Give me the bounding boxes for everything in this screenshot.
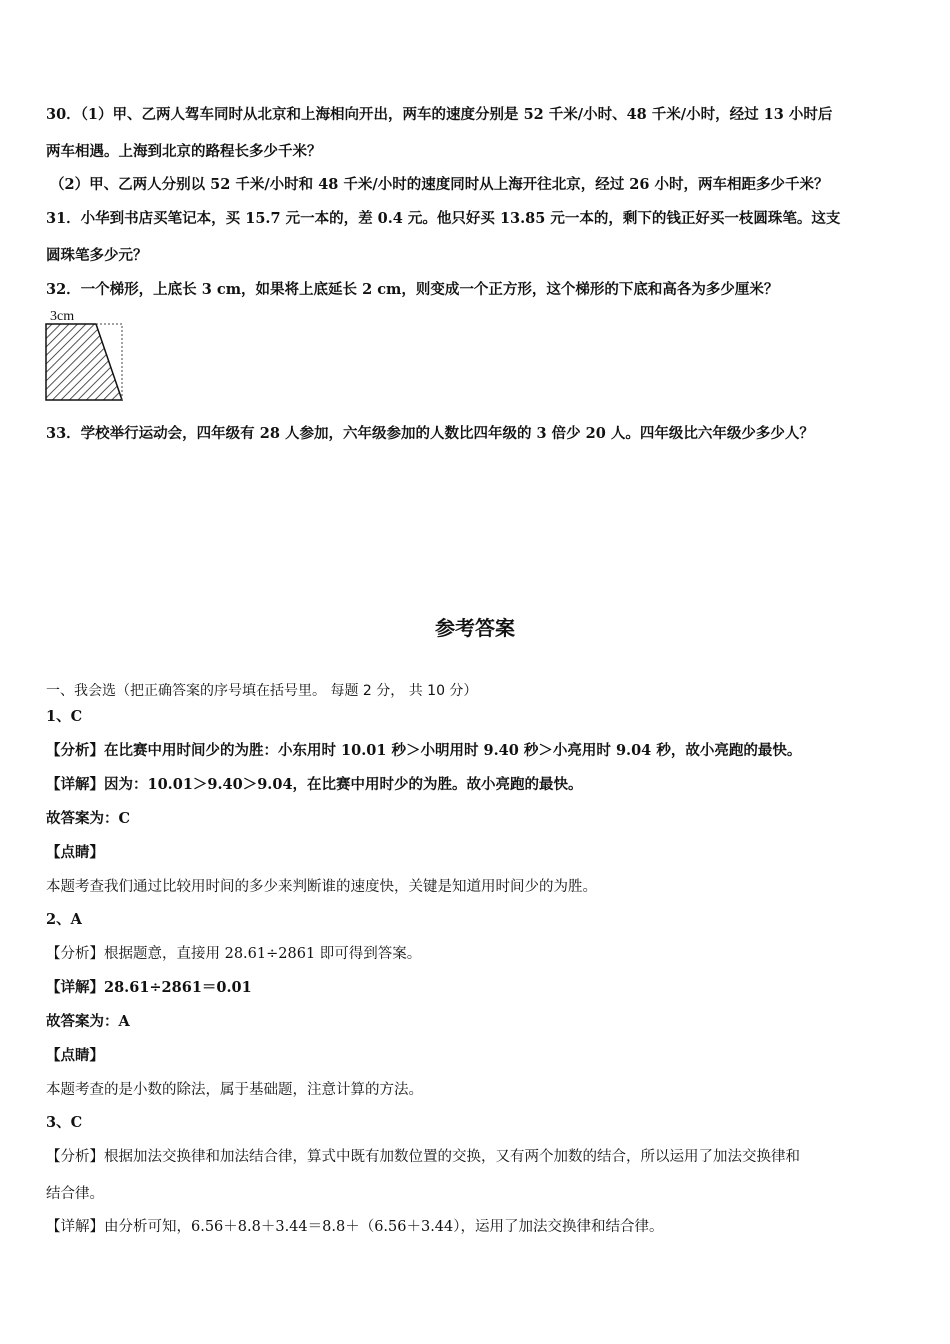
answer-3-head: 3、C — [46, 1114, 83, 1131]
question-32: 32．一个梯形，上底长 3 cm，如果将上底延长 2 cm，则变成一个正方形，这个梯形的下底和高各为多少厘米？ — [46, 281, 779, 298]
answer-1-comment-head: 【点睛】 — [46, 844, 104, 861]
question-30-line-1: 30．（1）甲、乙两人驾车同时从北京和上海相向开出，两车的速度分别是 52 千米/小时、48 千米/小时，经过 13 小时后 — [46, 106, 833, 123]
answer-1-result: 故答案为：C — [46, 810, 131, 827]
answer-1-head: 1、C — [46, 708, 83, 725]
section-1-heading: 一、我会选（把正确答案的序号填在括号里。 每题 2 分， 共 10 分） — [46, 683, 478, 699]
answer-1-analysis: 【分析】在比赛中用时间少的为胜：小东用时 10.01 秒＞小明用时 9.40 秒＞小亮用时 9.04 秒，故小亮跑的最快。 — [46, 742, 802, 759]
trapezoid-figure — [44, 306, 126, 402]
answer-2-detail: 【详解】28.61÷2861＝0.01 — [46, 979, 252, 996]
answer-2-result: 故答案为：A — [46, 1013, 130, 1030]
question-31-line-2: 圆珠笔多少元？ — [46, 247, 148, 264]
answers-title: 参考答案 — [435, 616, 515, 640]
answer-2-head: 2、A — [46, 911, 82, 928]
trapezoid-top-label: 3cm — [50, 309, 75, 324]
answer-3-analysis-line-2: 结合律。 — [46, 1186, 104, 1202]
answer-2-comment: 本题考查的是小数的除法，属于基础题，注意计算的方法。 — [46, 1082, 423, 1098]
question-30-line-2: 两车相遇。上海到北京的路程长多少千米？ — [46, 143, 322, 160]
answer-3-analysis-line-1: 【分析】根据加法交换律和加法结合律，算式中既有加数位置的交换，又有两个加数的结合，所以运用了加法交换律和 — [46, 1149, 800, 1165]
question-31-line-1: 31．小华到书店买笔记本，买 15.7 元一本的，差 0.4 元。他只好买 13.85 元一本的，剩下的钱正好买一枝圆珠笔。这支 — [46, 210, 841, 227]
answer-2-analysis: 【分析】根据题意，直接用 28.61÷2861 即可得到答案。 — [46, 946, 422, 962]
answer-1-detail: 【详解】因为：10.01＞9.40＞9.04，在比赛中用时少的为胜。故小亮跑的最快。 — [46, 776, 583, 793]
question-33: 33．学校举行运动会，四年级有 28 人参加，六年级参加的人数比四年级的 3 倍少 20 人。四年级比六年级少多少人？ — [46, 425, 814, 442]
answer-3-detail: 【详解】由分析可知，6.56＋8.8＋3.44＝8.8＋（6.56＋3.44），运用了加法交换律和结合律。 — [46, 1219, 664, 1235]
trapezoid-shape — [46, 324, 122, 400]
answer-2-comment-head: 【点睛】 — [46, 1047, 104, 1064]
question-30-part-2: （2）甲、乙两人分别以 52 千米/小时和 48 千米/小时的速度同时从上海开往北京，经过 26 小时，两车相距多少千米？ — [50, 176, 829, 193]
answer-1-comment: 本题考查我们通过比较用时间的多少来判断谁的速度快，关键是知道用时间少的为胜。 — [46, 879, 597, 895]
